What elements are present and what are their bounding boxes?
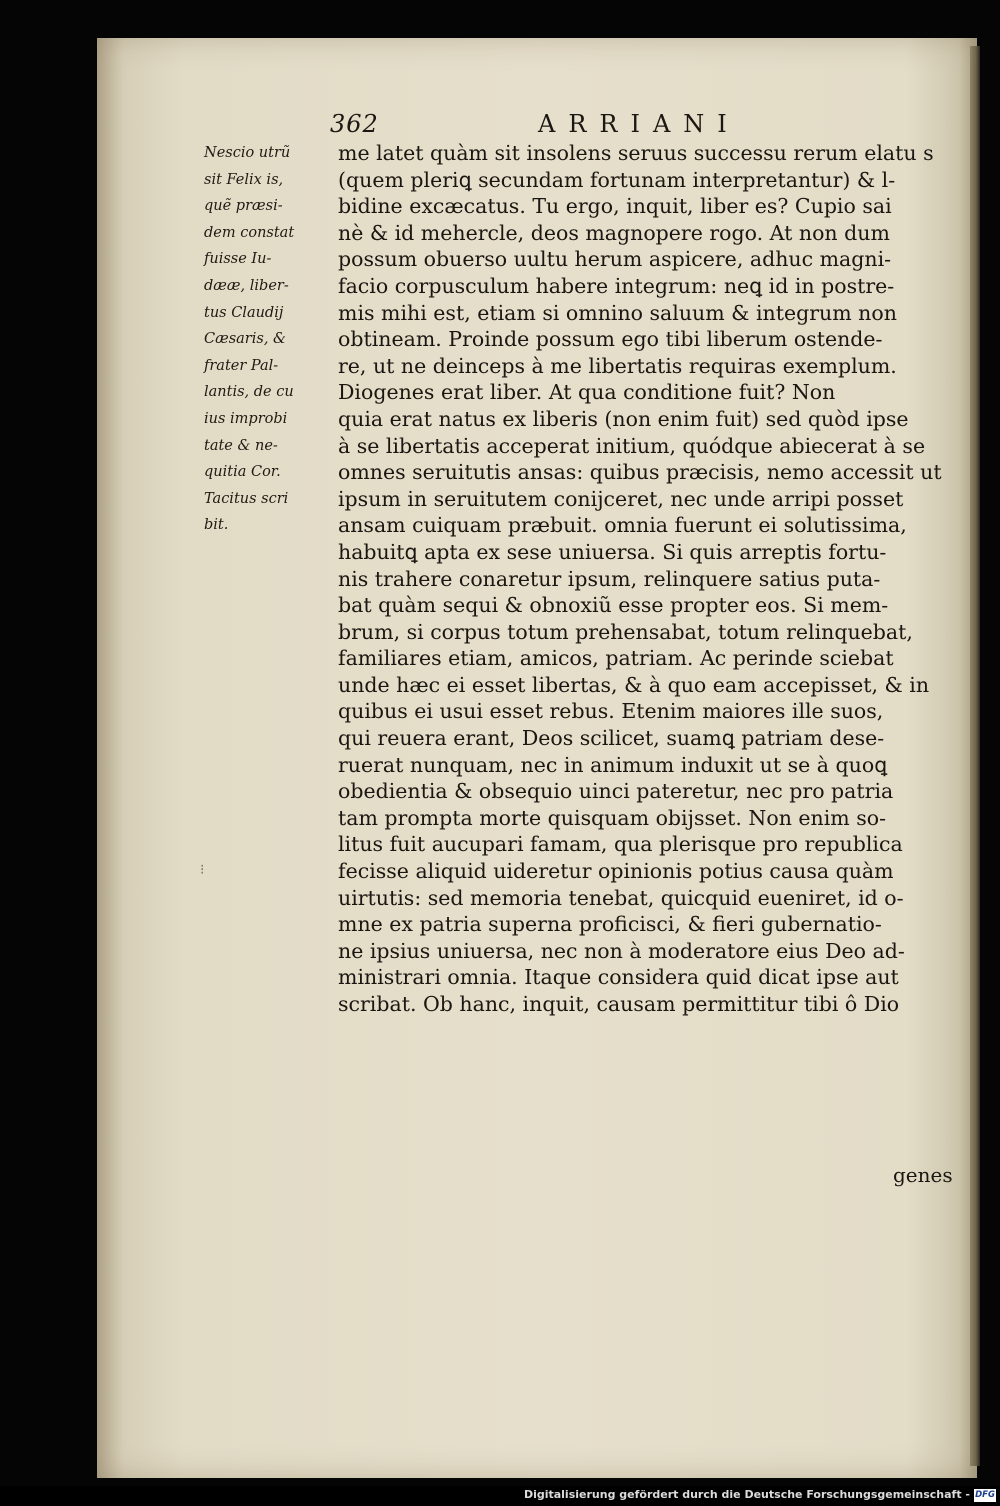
marginal-note [204,140,332,539]
text-line: bidine excæcatus. Tu ergo, inquit, liber es? Cupio sai [338,194,892,219]
text-line: Diogenes erat liber. At qua conditione fuit? Non [338,380,836,405]
text-line: omnes seruitutis ansas: quibus præcisis, nemo accessit ut [338,460,942,485]
text-line: facio corpusculum habere integrum: neꝗ id in postre- [338,273,895,298]
marginal-note-line: tate & ne- [204,437,278,454]
marginal-note-line: quẽ præsi- [204,198,283,215]
marginal-note-line: Tacitus scri [204,490,289,507]
catchword: genes [893,1163,953,1187]
marginal-note-line: frater Pal- [204,357,279,374]
text-line: unde hæc ei esset libertas, & à quo eam accepisset, & in [338,672,930,697]
text-line: litus fuit aucupari famam, qua plerisque pro republica [338,832,903,857]
text-line: nè & id mehercle, deos magnopere rogo. At non dum [338,220,890,245]
text-line: bat quàm sequi & obnoxiũ esse propter eos. Si mem- [338,593,889,618]
text-line: qui reuera erant, Deos scilicet, suamꝗ patriam dese- [338,726,885,751]
marginal-note-line: tus Claudij [204,304,284,321]
marginal-note-line: bit. [204,517,229,534]
text-line: ministrari omnia. Itaque considera quid dicat ipse aut [338,965,899,990]
text-line: ruerat nunquam, nec in animum induxit ut se à quoꝗ [338,752,888,777]
text-line: mne ex patria superna proficisci, & fieri gubernatio- [338,912,882,937]
marginal-note-line: sit Felix is, [204,171,284,188]
text-line: obedientia & obsequio uinci pateretur, nec pro patria [338,779,894,804]
ink-smudge-icon: ⁝ [200,862,205,878]
text-line: familiares etiam, amicos, patriam. Ac perinde sciebat [338,646,894,671]
funding-credit: Digitalisierung gefördert durch die Deutsche Forschungsgemeinschaft - [523,1488,970,1501]
text-line: ne ipsius uniuersa, nec non à moderatore eius Deo ad- [338,938,905,963]
marginal-note-line: ius improbi [204,410,288,427]
page-edge-shadow [970,46,980,1466]
marginal-note-line: quitia Cor. [204,464,281,481]
marginal-note-line: Cæsaris, & [204,331,286,348]
marginal-note-line: lantis, de cu [204,384,294,401]
text-line: habuitꝗ apta ex sese uniuersa. Si quis arreptis fortu- [338,539,887,564]
text-line: scribat. Ob hanc, inquit, causam permittitur tibi ô Dio [338,992,900,1016]
text-line: re, ut ne deinceps à me libertatis requiras exemplum. [338,353,897,378]
text-line: obtineam. Proinde possum ego tibi liberum ostende- [338,327,883,352]
running-title: ARRIANI [538,110,740,138]
marginal-note-line: Nescio utrũ [204,145,291,161]
text-line: nis trahere conaretur ipsum, relinquere satius puta- [338,566,881,591]
text-line: (quem pleriꝗ secundam fortunam interpretantur) & l- [338,167,896,192]
dfg-logo-icon: DFG [975,1490,995,1500]
text-line: fecisse aliquid uideretur opinionis potius causa quàm [338,859,894,884]
text-line: ipsum in seruitutem conijceret, nec unde arripi posset [338,486,904,511]
text-line: à se libertatis acceperat initium, quódque abiecerat à se [338,433,926,458]
text-line: mis mihi est, etiam si omnino saluum & integrum non [338,300,897,325]
text-line: tam prompta morte quisquam obijsset. Non enim so- [338,805,887,830]
text-line: uirtutis: sed memoria tenebat, quicquid eueniret, id o- [338,885,904,910]
text-line: me latet quàm sit insolens seruus successu rerum elatu s [338,141,934,165]
marginal-note-line: fuisse Iu- [204,251,272,268]
text-line: possum obuerso uultu herum aspicere, adhuc magni- [338,247,892,272]
footer-bar [0,1486,1000,1506]
text-line: brum, si corpus totum prehensabat, totum relinquebat, [338,619,913,644]
marginal-note-line: dem constat [204,224,295,241]
text-line: ansam cuiquam præbuit. omnia fuerunt ei solutissima, [338,513,907,538]
page-number: 362 [330,110,379,138]
text-line: quibus ei usui esset rebus. Etenim maiores ille suos, [338,699,884,724]
text-line: quia erat natus ex liberis (non enim fuit) sed quòd ipse [338,406,909,431]
body-text [338,140,956,1018]
marginal-note-line: dææ, liber- [204,277,289,294]
running-head [330,110,790,144]
